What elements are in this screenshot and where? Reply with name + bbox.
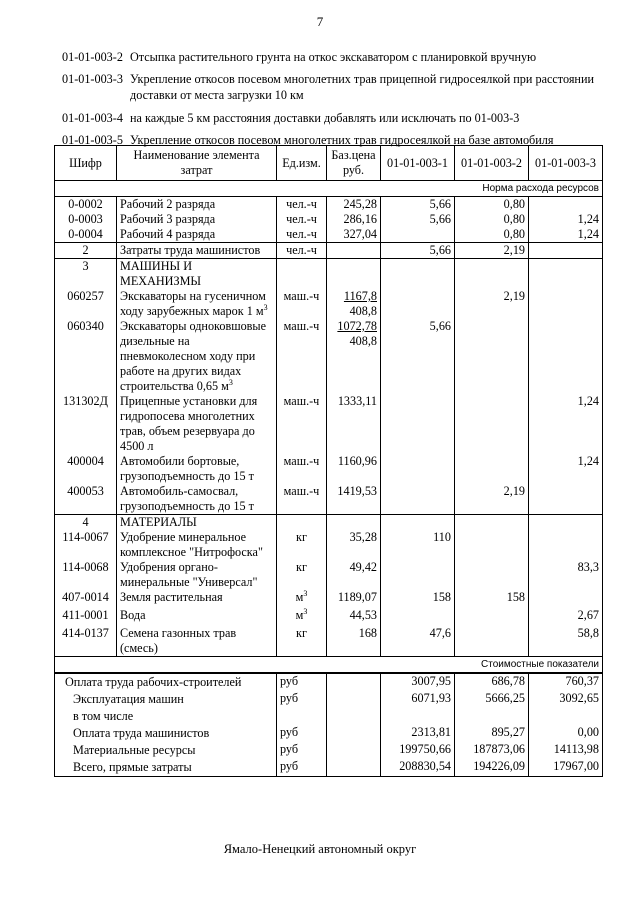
cell-price: 1167,8 408,8 <box>327 289 381 319</box>
cell-col3 <box>529 590 603 608</box>
machine-row <box>55 289 603 319</box>
section-title: МАТЕРИАЛЫ <box>117 515 277 531</box>
cell-col3 <box>529 484 603 515</box>
cell-unit: кг <box>277 560 327 590</box>
material-row <box>55 608 603 626</box>
cell-col2 <box>455 560 529 590</box>
cell-unit: кг <box>277 530 327 560</box>
material-row <box>55 626 603 657</box>
cell-unit: чел.-ч <box>277 227 327 243</box>
cell-name: Земля растительная <box>117 590 277 608</box>
section-title: МАШИНЫ И МЕХАНИЗМЫ <box>117 259 277 290</box>
norm-note: Норма расхода ресурсов <box>55 181 603 197</box>
section-header-row <box>55 259 603 290</box>
total-name: Эксплуатация машин <box>55 691 277 708</box>
cell-col1: 5,66 <box>381 243 455 259</box>
header-price: Баз.цена руб. <box>327 146 381 181</box>
cell-col3 <box>529 289 603 319</box>
cell-name: Вода <box>117 608 277 626</box>
machine-row <box>55 319 603 394</box>
cell-col1 <box>381 454 455 484</box>
total-col3 <box>529 708 603 725</box>
empty-cell <box>327 515 381 531</box>
cell-unit: чел.-ч <box>277 212 327 227</box>
material-row <box>55 590 603 608</box>
total-unit: руб <box>277 725 327 742</box>
total-name: Оплата труда рабочих-строителей <box>55 673 277 691</box>
cell-code: 0-0003 <box>55 212 117 227</box>
cell-name: Экскаваторы на гусеничном ходу зарубежных марок 1 $м^3$ <box>117 289 277 319</box>
empty-cell <box>529 515 603 531</box>
header-col3: 01-01-003-3 <box>529 146 603 181</box>
work-item-code: 01-01-003-4 <box>62 111 123 125</box>
cell-price: 168 <box>327 626 381 657</box>
empty-cell <box>455 259 529 290</box>
total-col2: 686,78 <box>455 673 529 691</box>
total-unit: руб <box>277 691 327 708</box>
cell-col2 <box>455 454 529 484</box>
machine-row <box>55 484 603 515</box>
total-row <box>55 708 603 725</box>
cell-col3 <box>529 530 603 560</box>
total-col2 <box>455 708 529 725</box>
cell-price: 35,28 <box>327 530 381 560</box>
section-number: 3 <box>55 259 117 290</box>
cell-code: 0-0002 <box>55 197 117 213</box>
cell-code: 060340 <box>55 319 117 394</box>
cell-name: Рабочий 2 разряда <box>117 197 277 213</box>
cell-col3: 1,24 <box>529 394 603 454</box>
cell-col3: 2,67 <box>529 608 603 626</box>
cell-col2 <box>455 530 529 560</box>
cell-unit: маш.-ч <box>277 394 327 454</box>
labor-row <box>55 197 603 213</box>
cell-col2: 2,19 <box>455 243 529 259</box>
empty-cell <box>327 708 381 725</box>
cell-unit: чел.-ч <box>277 243 327 259</box>
work-item-text: Укрепление откосов посевом многолетних трав гидросеялкой на базе автомобиля <box>130 133 554 147</box>
cell-code: 400053 <box>55 484 117 515</box>
total-col2: 194226,09 <box>455 759 529 777</box>
total-col3: 760,37 <box>529 673 603 691</box>
cell-col2: 2,19 <box>455 484 529 515</box>
total-unit: руб <box>277 759 327 777</box>
cell-code: 060257 <box>55 289 117 319</box>
cell-code: 414-0137 <box>55 626 117 657</box>
total-col1: 3007,95 <box>381 673 455 691</box>
total-name: в том числе <box>55 708 277 725</box>
header-col1: 01-01-003-1 <box>381 146 455 181</box>
cell-name: Затраты труда машинистов <box>117 243 277 259</box>
section-header-row <box>55 515 603 531</box>
total-unit <box>277 708 327 725</box>
cell-price: 44,53 <box>327 608 381 626</box>
cell-name: Рабочий 4 разряда <box>117 227 277 243</box>
cell-col1 <box>381 227 455 243</box>
work-item-text: на каждые 5 км расстояния доставки добавлять или исключать по 01-003-3 <box>130 111 520 125</box>
machinist-row <box>55 243 603 259</box>
work-item-code: 01-01-003-2 <box>62 50 123 64</box>
total-unit: руб <box>277 673 327 691</box>
cell-col3: 58,8 <box>529 626 603 657</box>
cell-name: Автомобиль-самосвал, грузоподъемность до 15 т <box>117 484 277 515</box>
empty-cell <box>277 515 327 531</box>
page-number: 7 <box>316 14 324 29</box>
total-col1: 199750,66 <box>381 742 455 759</box>
cell-col3: 83,3 <box>529 560 603 590</box>
cell-price: 1333,11 <box>327 394 381 454</box>
cell-col1: 5,66 <box>381 197 455 213</box>
work-item-code: 01-01-003-5 <box>62 133 123 147</box>
cell-code: 114-0068 <box>55 560 117 590</box>
cell-col2 <box>455 626 529 657</box>
cell-name: Автомобили бортовые, грузоподъемность до 15 т <box>117 454 277 484</box>
cell-col3: 1,24 <box>529 454 603 484</box>
cell-unit: маш.-ч <box>277 454 327 484</box>
empty-cell <box>277 259 327 290</box>
total-name: Всего, прямые затраты <box>55 759 277 777</box>
cell-col3 <box>529 197 603 213</box>
labor-row <box>55 227 603 243</box>
total-col3: 0,00 <box>529 725 603 742</box>
cell-col2: 2,19 <box>455 289 529 319</box>
cell-unit: маш.-ч <box>277 319 327 394</box>
cell-col1: 47,6 <box>381 626 455 657</box>
total-row <box>55 691 603 708</box>
empty-cell <box>529 259 603 290</box>
cell-col2: 0,80 <box>455 227 529 243</box>
cell-price: 286,16 <box>327 212 381 227</box>
cell-code: 0-0004 <box>55 227 117 243</box>
total-row <box>55 742 603 759</box>
cell-col1: 110 <box>381 530 455 560</box>
total-col2: 187873,06 <box>455 742 529 759</box>
empty-cell <box>327 673 381 691</box>
cell-name: Семена газонных трав (смесь) <box>117 626 277 657</box>
empty-cell <box>455 515 529 531</box>
work-item-code: 01-01-003-3 <box>62 72 123 86</box>
total-row <box>55 725 603 742</box>
header-code: Шифр <box>55 146 117 181</box>
header-col2: 01-01-003-2 <box>455 146 529 181</box>
total-col1: 2313,81 <box>381 725 455 742</box>
cell-price: 327,04 <box>327 227 381 243</box>
total-name: Оплата труда машинистов <box>55 725 277 742</box>
cost-note: Стоимостные показатели <box>55 657 603 674</box>
total-col1: 6071,93 <box>381 691 455 708</box>
footer-region: Ямало-Ненецкий автономный округ <box>223 842 417 856</box>
cell-col1: 5,66 <box>381 319 455 394</box>
cell-unit: чел.-ч <box>277 197 327 213</box>
cell-code: 114-0067 <box>55 530 117 560</box>
cell-col2: 0,80 <box>455 212 529 227</box>
total-col1: 208830,54 <box>381 759 455 777</box>
total-row <box>55 759 603 777</box>
cell-col2 <box>455 394 529 454</box>
cell-code: 411-0001 <box>55 608 117 626</box>
empty-cell <box>327 759 381 777</box>
resource-table <box>54 145 603 777</box>
total-col2: 895,27 <box>455 725 529 742</box>
total-col3: 3092,65 <box>529 691 603 708</box>
section-number: 4 <box>55 515 117 531</box>
work-item <box>62 49 602 65</box>
cell-col1 <box>381 560 455 590</box>
cell-code: 407-0014 <box>55 590 117 608</box>
total-name: Материальные ресурсы <box>55 742 277 759</box>
cell-price: 1072,78 408,8 <box>327 319 381 394</box>
work-item <box>62 71 602 103</box>
header-unit: Ед.изм. <box>277 146 327 181</box>
cell-price: 245,28 <box>327 197 381 213</box>
cell-price: 1189,07 <box>327 590 381 608</box>
cell-col1 <box>381 394 455 454</box>
cell-name: Рабочий 3 разряда <box>117 212 277 227</box>
cell-unit: $м^3$ <box>277 608 327 626</box>
cost-note-row <box>55 657 603 674</box>
empty-cell <box>327 725 381 742</box>
total-col2: 5666,25 <box>455 691 529 708</box>
cell-price: 1419,53 <box>327 484 381 515</box>
work-item-text: Отсыпка растительного грунта на откос экскаватором с планировкой вручную <box>130 50 537 64</box>
total-unit: руб <box>277 742 327 759</box>
cell-col2 <box>455 608 529 626</box>
cell-col2: 158 <box>455 590 529 608</box>
cell-col1 <box>381 608 455 626</box>
cell-col3: 1,24 <box>529 227 603 243</box>
material-row <box>55 530 603 560</box>
cell-unit: маш.-ч <box>277 289 327 319</box>
cell-name: Удобрения органо-минеральные "Универсал" <box>117 560 277 590</box>
cell-price: 1160,96 <box>327 454 381 484</box>
cell-code: 2 <box>55 243 117 259</box>
cell-code: 400004 <box>55 454 117 484</box>
empty-cell <box>381 259 455 290</box>
work-items-list <box>62 49 602 154</box>
machine-row <box>55 454 603 484</box>
table-header-row <box>55 146 603 181</box>
cell-col1: 158 <box>381 590 455 608</box>
cell-col1 <box>381 484 455 515</box>
total-col3: 14113,98 <box>529 742 603 759</box>
work-item <box>62 110 602 126</box>
empty-cell <box>327 742 381 759</box>
total-row <box>55 673 603 691</box>
cell-name: Удобрение минеральное комплексное "Нитрофоска" <box>117 530 277 560</box>
cell-name: Экскаваторы одноковшовые дизельные на пневмоколесном ходу при работе на других видах строительства 0,65 $м^3$ <box>117 319 277 394</box>
empty-cell <box>381 515 455 531</box>
work-item-text: Укрепление откосов посевом многолетних трав прицепной гидросеялкой при расстоянии доставки от места загрузки 10 км <box>130 72 594 102</box>
cell-col1 <box>381 289 455 319</box>
machine-row <box>55 394 603 454</box>
cell-name: Прицепные установки для гидропосева многолетних трав, объем резервуара до 4500 л <box>117 394 277 454</box>
header-name: Наименование элемента затрат <box>117 146 277 181</box>
cell-col3 <box>529 319 603 394</box>
cell-unit: маш.-ч <box>277 484 327 515</box>
cell-price: 49,42 <box>327 560 381 590</box>
empty-cell <box>327 691 381 708</box>
empty-cell <box>327 259 381 290</box>
total-col3: 17967,00 <box>529 759 603 777</box>
cell-unit: кг <box>277 626 327 657</box>
cell-col2 <box>455 319 529 394</box>
norm-note-row <box>55 181 603 197</box>
cell-col1: 5,66 <box>381 212 455 227</box>
cell-col3 <box>529 243 603 259</box>
cell-unit: $м^3$ <box>277 590 327 608</box>
material-row <box>55 560 603 590</box>
cell-code: 131302Д <box>55 394 117 454</box>
total-col1 <box>381 708 455 725</box>
cell-col3: 1,24 <box>529 212 603 227</box>
cell-col2: 0,80 <box>455 197 529 213</box>
cell-price <box>327 243 381 259</box>
labor-row <box>55 212 603 227</box>
